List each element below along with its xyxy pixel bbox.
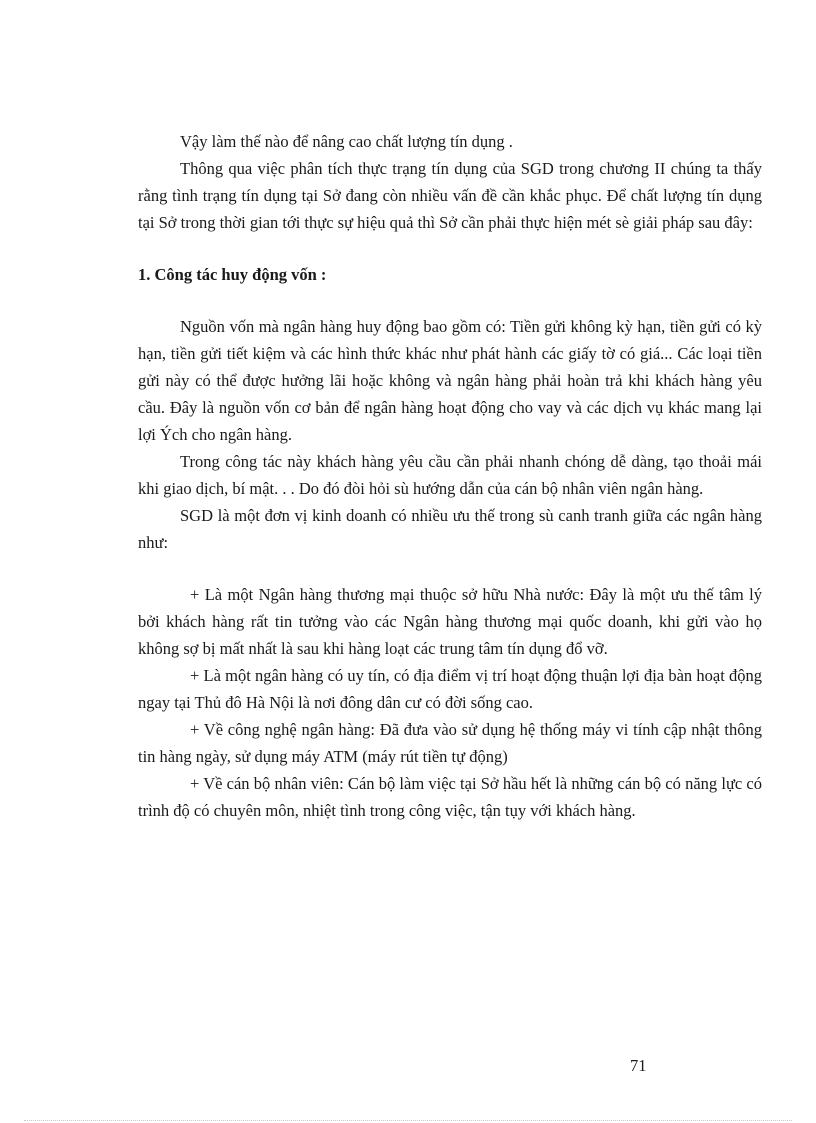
advantage-item-staff: + Về cán bộ nhân viên: Cán bộ làm việc tại Sở hầu hết là những cán bộ có năng lực có trình độ có chuyên môn, nhiệt tình trong công việc, tận tụy với khách hàng. [138, 774, 762, 820]
advantage-item-technology: + Về công nghệ ngân hàng: Đã đưa vào sử dụng hệ thống máy vi tính cập nhật thông tin hàng ngày, sử dụng máy ATM (máy rút tiền tự động) [138, 720, 762, 766]
spacer [138, 288, 762, 313]
spacer [138, 236, 762, 261]
section-heading: 1. Công tác huy động vốn : [138, 265, 327, 284]
intro-question: Vậy làm thế nào để nâng cao chất lượng tín dụng . [180, 132, 513, 151]
advantage-item-state-owned: + Là một Ngân hàng thương mại thuộc sở hữu Nhà nước: Đây là một ưu thế tâm lý bởi khách hàng rất tin tưởng vào các Ngân hàng thương mại quốc doanh, khi gửi vào họ không sợ bị mất nhất là sau khi hàng loạt các trung tâm tín dụng đổ vỡ. [138, 585, 762, 658]
page-number: 71 [630, 1056, 647, 1075]
advantage-item-reputation: + Là một ngân hàng có uy tín, có địa điểm vị trí hoạt động thuận lợi địa bàn hoạt động ngay tại Thủ đô Hà Nội là nơi đông dân cư có đời sống cao. [138, 666, 762, 712]
paragraph-sgd-advantages-intro: SGD là một đơn vị kinh doanh có nhiều ưu thế trong sù canh tranh giữa các ngân hàng như: [138, 506, 762, 552]
spacer [138, 556, 762, 581]
page-bottom-divider [24, 1120, 792, 1121]
intro-paragraph: Thông qua việc phân tích thực trạng tín dụng của SGD trong chương II chúng ta thấy rằng tình trạng tín dụng tại Sở đang còn nhiều vấn đề cần khắc phục. Để chất lượng tín dụng tại Sở trong thời gian tới thực sự hiệu quả thì Sở cần phải thực hiện mét sè giải pháp sau đây: [138, 159, 762, 232]
page-content [138, 128, 762, 824]
paragraph-customer-requirements: Trong công tác này khách hàng yêu cầu cần phải nhanh chóng dễ dàng, tạo thoải mái khi giao dịch, bí mật. . . Do đó đòi hỏi sù hướng dẫn của cán bộ nhân viên ngân hàng. [138, 452, 762, 498]
paragraph-capital-sources: Nguồn vốn mà ngân hàng huy động bao gồm có: Tiền gửi không kỳ hạn, tiền gửi có kỳ hạn, tiền gửi tiết kiệm và các hình thức khác như phát hành các giấy tờ có giá... Các loại tiền gửi này có thể được hưởng lãi hoặc không và ngân hàng phải hoàn trả khi khách hàng yêu cầu. Đây là nguồn vốn cơ bản để ngân hàng hoạt động cho vay và các dịch vụ khác mang lại lợi Ých cho ngân hàng. [138, 317, 762, 444]
